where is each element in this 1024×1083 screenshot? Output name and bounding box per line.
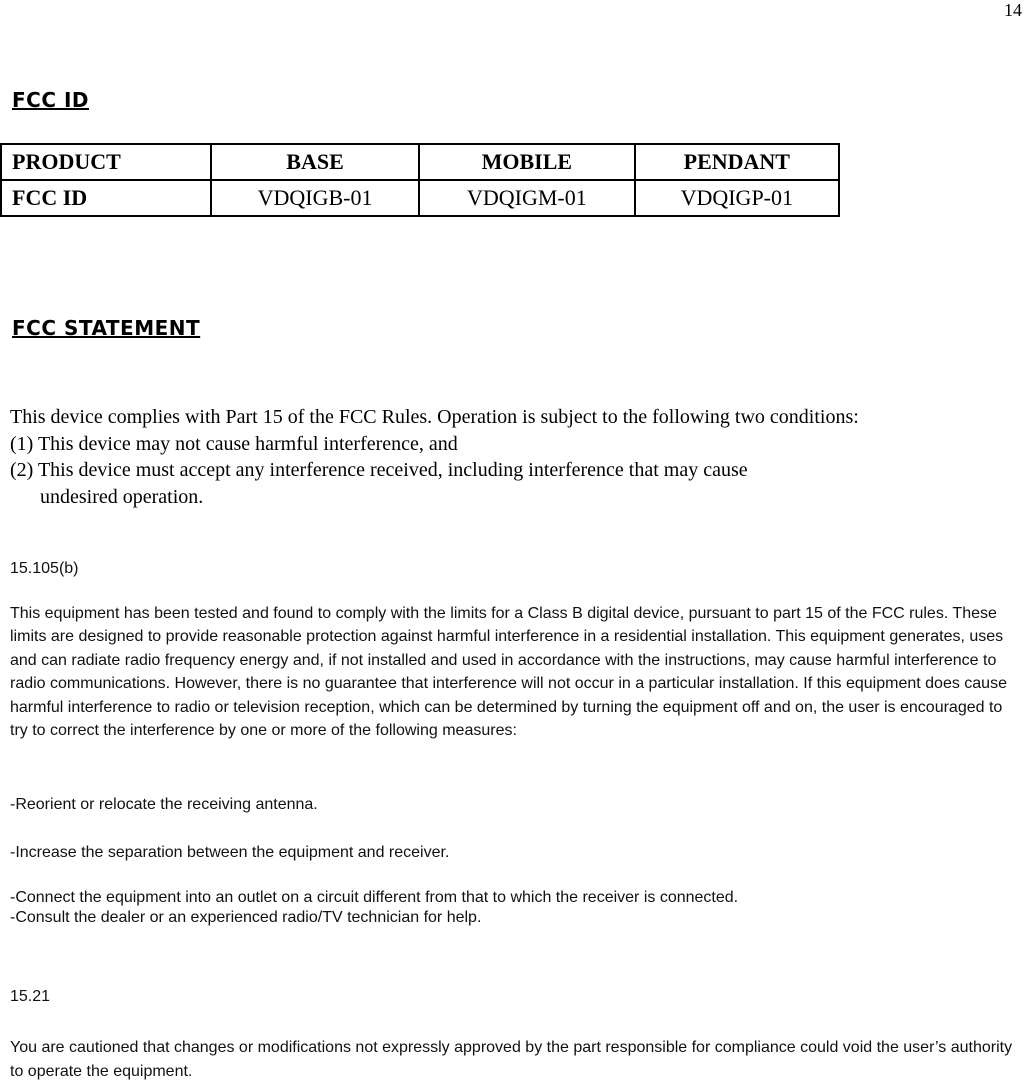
- header-mobile: MOBILE: [419, 144, 635, 180]
- header-product: PRODUCT: [1, 144, 211, 180]
- pendant-fcc-id: VDQIGP-01: [635, 180, 839, 216]
- section-ref-15-105b: 15.105(b): [10, 560, 79, 577]
- page-number: 14: [1004, 0, 1022, 20]
- row-label-fcc-id: FCC ID: [1, 180, 211, 216]
- base-fcc-id: VDQIGB-01: [211, 180, 419, 216]
- section-15-105b-paragraph: This equipment has been tested and found to comply with the limits for a Class B digital device, pursuant to part 15 of the FCC rules. These limits are designed to provide reasonable protection against harmful interference in a residential installation. This equipment generates, uses and can radiate radio frequency energy and, if not installed and used in accordance with the instructions, may cause harmful interference to radio communications. However, there is no guarantee that interference will not occur in a particular installation. If this equipment does cause harmful interference to radio or television reception, which can be determined by turning the equipment off and on, the user is encouraged to try to correct the interference by one or more of the following measures:: [10, 605, 1007, 740]
- measure-item: -Connect the equipment into an outlet on a circuit different from that to which the receiver is connected.: [10, 889, 739, 906]
- table-row: [1, 180, 839, 216]
- measure-item: -Reorient or relocate the receiving antenna.: [10, 796, 318, 813]
- statement-line: This device complies with Part 15 of the FCC Rules. Operation is subject to the following two conditions:: [10, 406, 859, 428]
- section-15-21-paragraph: You are cautioned that changes or modifications not expressly approved by the part responsible for compliance could void the user’s authority to operate the equipment.: [10, 1039, 1013, 1080]
- measure-item: -Increase the separation between the equipment and receiver.: [10, 844, 450, 861]
- fcc-id-heading: FCC ID: [12, 88, 90, 112]
- fcc-statement-text: [10, 404, 1010, 510]
- header-pendant: PENDANT: [635, 144, 839, 180]
- measure-item: -Consult the dealer or an experienced radio/TV technician for help.: [10, 909, 482, 926]
- statement-line: (1) This device may not cause harmful interference, and: [10, 432, 458, 455]
- mobile-fcc-id: VDQIGM-01: [419, 180, 635, 216]
- statement-line: undesired operation.: [40, 485, 204, 508]
- section-ref-15-21: 15.21: [10, 988, 51, 1005]
- statement-line: (2) This device must accept any interference received, including interference that may cause: [10, 459, 748, 481]
- measure-list: [10, 888, 1022, 928]
- header-base: BASE: [211, 144, 419, 180]
- fcc-id-table: [0, 143, 840, 217]
- table-header-row: [1, 144, 839, 180]
- fcc-statement-heading: FCC STATEMENT: [12, 316, 201, 340]
